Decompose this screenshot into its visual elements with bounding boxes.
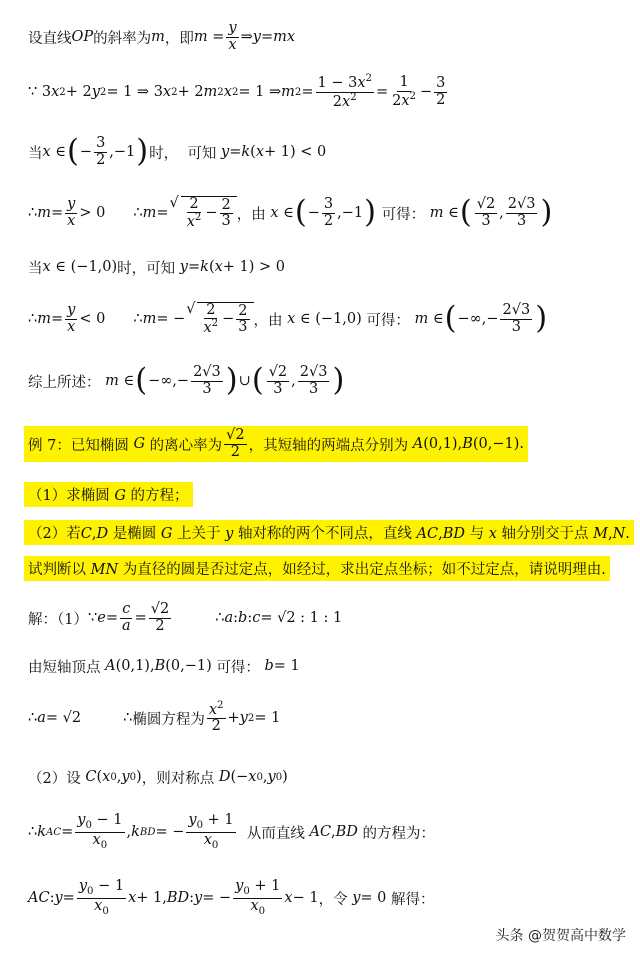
line-4: ∴ m = $\frac{y}{x}$ > 0 ∴ m = √ $\frac{2}{x^2}$ − $\frac{2}{3}$ ，由 x ∈ ( − $\frac{3}{2}$ ,−1 ) 可得： m ∈ ( $\frac{√2}{3}$ , $\frac{2√3}{3}$ ) [28,194,553,230]
text: 为直径的圆是否过定点，如经过，求出定点坐标；如不过定点，请说明理由. [122,561,606,578]
line-1: 设直线 OP 的斜率为 m ，即 m = $\frac{y}{x}$ ⇒ y = mx [28,20,296,53]
text: （2）若 [28,525,81,542]
text: （1）求椭圆 [28,487,110,504]
text: 的方程为： [362,825,436,842]
text: ，即 [164,30,194,47]
solution-6: AC : y = $\frac{y_0 - 1}{x_0}$ x + 1, BD : y = − $\frac{y_0 + 1}{x_0}$ x − 1 ，令 y = 0 解得： [28,877,435,917]
solution-3: ∴ a = √2 ∴ 椭圆方程为 $\frac{x^2}{2}$ + y 2 = 1 [28,700,281,735]
text: 综上所述： [28,374,101,391]
text: 轴对称的两个不同点，直线 [237,525,412,542]
text: 当 [28,145,43,162]
text: 轴分别交于点 [501,525,589,542]
text: 的斜率为 [93,30,152,47]
example-q2a: （2）若C,D 是椭圆 G 上关于 y 轴对称的两个不同点，直线 AC,BD 与 x 轴分别交于点 M,N. [28,520,634,544]
text: ，其短轴的两端点分别为 [248,437,409,454]
text: 时， [149,145,179,162]
text: 的方程； [130,487,189,504]
text: ，由 [236,206,266,223]
solution-2: 由短轴顶点 A (0,1), B (0,−1) 可得： b = 1 [28,654,300,678]
text: 可知 [146,260,176,277]
text: 解得： [390,891,435,908]
example-title: 例 7：已知椭圆 G 的离心率为 $\frac{√2}{2}$ ，其短轴的两端点分别为 A (0,1), B (0,−1). [28,420,528,468]
text: 与 [469,525,485,542]
text: 设直线 [28,30,72,47]
text: 解：（1） [28,611,88,628]
text: 可得： [216,659,260,676]
text: 是椭圆 [112,525,157,542]
solution-1: 解：（1） ∵ e = $\frac{c}{a}$ = $\frac{√2}{2}$ ∴ a : b : c = √2 : 1 : 1 [28,601,343,634]
line-6: ∴ m = $\frac{y}{x}$ < 0 ∴ m = − √ $\frac{2}{x^2}$ − $\frac{2}{3}$ ，由 x ∈ (−1,0) 可得： m ∈ ( −∞,− $\frac{2√3}{3}$ ) [28,300,548,336]
text: ，则对称点 [141,770,215,787]
solution-5: ∴ k AC = $\frac{y_0 - 1}{x_0}$ , k BD = − $\frac{y_0 + 1}{x_0}$ 从而直线 AC , BD 的方程为： [28,811,436,851]
line-7: 综上所述： m ∈ ( −∞,− $\frac{2√3}{3}$ ) ∪ ( $\frac{√2}{3}$ , $\frac{2√3}{3}$ ) [28,362,345,398]
line-2: ∵ 3 x 2 + 2 y 2 = 1 ⇒ 3 x 2 + 2 m 2 x 2 = 1 ⇒ m 2 = $\frac{1 - 3x^2}{2x^2}$ = $\frac{1}{2x^2}$ − $\frac{3}{2}$ [28,73,446,110]
text: 由短轴顶点 [28,659,101,676]
text: ，由 [253,312,283,329]
example-q1: （1）求椭圆 G 的方程； [28,482,193,506]
text: 椭圆方程为 [132,711,205,728]
text: 可得： [366,312,410,329]
watermark: 头条 @贺贺高中数学 [495,928,626,944]
solution-4: （2）设 C ( x 0 , y 0 ) ，则对称点 D (− x 0 , y 0 ) [28,764,288,790]
text: （2）设 [28,770,81,787]
example-q2b: 试判断以 MN 为直径的圆是否过定点，如经过，求出定点坐标；如不过定点，请说明理由. [28,556,610,580]
text: 可知 [187,145,217,162]
line-5: 当 x ∈ (−1,0) 时， 可知 y = k ( x + 1) > 0 [28,254,285,280]
text: 当 [28,260,43,277]
text: 可得： [381,206,426,223]
line-3: 当 x ∈ ( − $\frac{3}{2}$ ,−1 ) 时， 可知 y = k ( x + 1) < 0 [28,133,327,169]
text: ，令 [318,891,348,908]
text: 时， [117,260,147,277]
text: 的离心率为 [149,437,223,454]
text: 上关于 [177,525,221,542]
text: 从而直线 [246,825,305,842]
text: 例 7：已知椭圆 [28,437,129,454]
text: 试判断以 [28,561,86,578]
